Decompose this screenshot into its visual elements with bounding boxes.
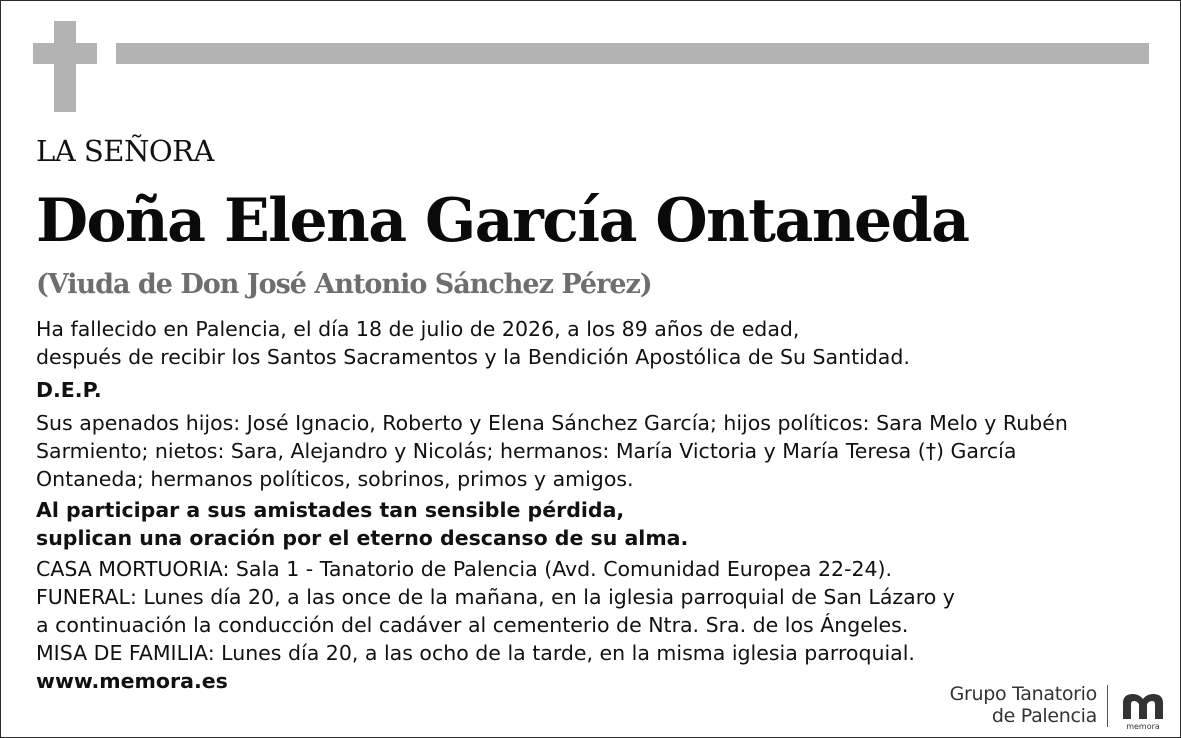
death-line: después de recibir los Santos Sacramentos y la Bendición Apostólica de Su Santidad. [36,345,910,369]
info-paragraph [36,555,1068,667]
family-paragraph [36,409,1068,493]
cross-icon-horizontal [33,43,97,64]
tanatorio-logo [929,683,1169,731]
request-line: Al participar a sus amistades tan sensible pérdida, [36,498,625,522]
logo-text [950,683,1097,727]
family-line: Sarmiento; nietos: Sara, Alejandro y Nicolás; hermanos: María Victoria y María Teresa (†) García [36,439,1017,463]
website-link[interactable]: www.memora.es [36,669,228,693]
info-line: a continuación la conducción del cadáver al cementerio de Ntra. Sra. de los Ángeles. [36,613,909,637]
logo-brand: memora [1126,722,1160,731]
logo-divider [1107,685,1108,727]
dep-paragraph [36,376,1068,404]
notice-body [36,315,1068,695]
family-line: Ontaneda; hermanos políticos, sobrinos, primos y amigos. [36,467,634,491]
death-line: Ha fallecido en Palencia, el día 18 de julio de 2026, a los 89 años de edad, [36,317,800,341]
info-line: MISA DE FAMILIA: Lunes día 20, a las ocho de la tarde, en la misma iglesia parroquial. [36,641,915,665]
info-line: FUNERAL: Lunes día 20, a las once de la mañana, en la iglesia parroquial de San Lázaro y [36,585,955,609]
dep-text: D.E.P. [36,378,102,402]
header-bar [116,43,1149,64]
family-line: Sus apenados hijos: José Ignacio, Roberto y Elena Sánchez García; hijos políticos: Sara Melo y Rubén [36,411,1068,435]
logo-line-1: Grupo Tanatorio [949,683,1097,705]
death-paragraph [36,315,1068,371]
memora-m-icon [1119,689,1167,731]
request-paragraph [36,496,1068,552]
widow-subtitle: (Viuda de Don José Antonio Sánchez Pérez) [36,269,652,300]
cross-icon-vertical [54,21,76,112]
deceased-name: Doña Elena García Ontaneda [36,186,969,256]
info-line: CASA MORTUORIA: Sala 1 - Tanatorio de Palencia (Avd. Comunidad Europea 22-24). [36,557,893,581]
logo-line-2: de Palencia [991,705,1097,727]
title-label: LA SEÑORA [36,134,214,168]
request-line: suplican una oración por el eterno descanso de su alma. [36,526,689,550]
